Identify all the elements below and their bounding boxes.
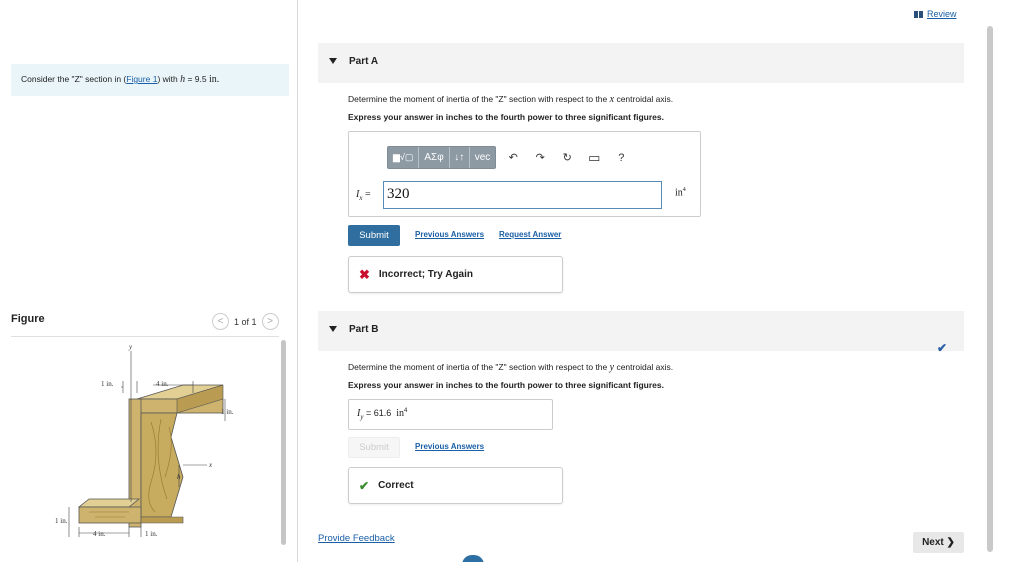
iy-unit-base: in (396, 408, 405, 419)
part-b-previous-answers-link[interactable]: Previous Answers (415, 442, 485, 451)
fig-label-h: h (177, 473, 181, 481)
part-a-question (348, 94, 673, 105)
problem-unit: in. (208, 74, 220, 85)
part-a-axis-var: x (609, 94, 615, 105)
problem-text-prefix: Consider the "Z" section in ( (21, 74, 127, 84)
problem-text-mid: ) with (157, 74, 181, 84)
part-a-feedback-text: Incorrect; Try Again (378, 269, 474, 280)
iy-value: 61.6 (373, 408, 392, 418)
figure-scrollbar[interactable] (281, 340, 286, 545)
correct-check-icon: ✔ (359, 478, 370, 493)
toolbar-group (387, 146, 496, 169)
help-bubble-icon[interactable] (462, 555, 484, 562)
review-icon (914, 11, 923, 18)
part-a-previous-answers-link[interactable]: Previous Answers (415, 230, 485, 239)
figure-next-button[interactable]: > (262, 313, 279, 330)
problem-panel (0, 0, 298, 562)
part-b-question-post: centroidal axis. (614, 362, 674, 372)
fig-label-bottom-width: 4 in. (93, 530, 106, 538)
math-toolbar (387, 146, 631, 169)
part-a-submit-button[interactable]: Submit (348, 225, 400, 246)
part-b-feedback (348, 467, 563, 504)
ix-main: I (356, 188, 360, 200)
part-b-question (348, 362, 673, 373)
iy-eq: = (363, 408, 374, 418)
sort-button[interactable]: ↓↑ (450, 147, 470, 168)
figure-1-link[interactable]: Figure 1 (126, 74, 158, 84)
iy-main: I (357, 408, 361, 419)
part-b-complete-check-icon: ✔ (937, 341, 948, 355)
problem-text-eq: = 9.5 (185, 74, 209, 84)
fig-label-top-left: 1 in. (101, 380, 114, 388)
problem-statement (11, 64, 289, 96)
figure-counter: 1 of 1 (234, 316, 257, 327)
fig-label-right: 1 in. (221, 408, 234, 416)
fig-label-top-width: 4 in. (156, 380, 169, 388)
ix-sub: x (359, 193, 363, 202)
collapse-triangle-icon (329, 326, 337, 332)
part-b-label: Part B (349, 324, 379, 335)
greek-button[interactable]: ΑΣφ (419, 147, 449, 168)
fig-label-bottom-web: 1 in. (145, 530, 158, 538)
fig-label-y: y (129, 343, 133, 351)
keyboard-icon[interactable]: ▭ (588, 149, 601, 165)
part-b-feedback-text: Correct (378, 480, 414, 491)
part-a-header[interactable] (318, 43, 964, 83)
iy-unit-exp: 4 (404, 408, 408, 414)
z-section-drawing (11, 337, 281, 547)
part-b-header[interactable] (318, 311, 964, 351)
part-b-answer-display (348, 399, 553, 430)
provide-feedback-link[interactable]: Provide Feedback (318, 533, 395, 544)
figure-title: Figure (11, 313, 45, 325)
review-label: Review (927, 9, 957, 19)
ix-unit-exp: 4 (682, 187, 686, 193)
page-scrollbar[interactable] (987, 26, 993, 552)
h-variable: h (180, 74, 186, 85)
part-a-label: Part A (349, 56, 379, 67)
part-a-feedback (348, 256, 563, 293)
part-b-axis-var: y (609, 362, 615, 373)
iy-sub: y (360, 412, 364, 421)
part-a-answer-box (348, 131, 701, 217)
equation-row (356, 181, 662, 209)
ix-unit-base: in (675, 187, 683, 199)
help-icon[interactable]: ? (618, 151, 625, 164)
z-section-figure (11, 337, 281, 547)
figure-prev-button[interactable]: < (212, 313, 229, 330)
ix-label (356, 189, 383, 202)
template-button[interactable]: ▆√▢ (388, 147, 419, 168)
fig-label-bottom-left-height: 1 in. (55, 517, 68, 525)
undo-icon[interactable]: ↶ (508, 152, 518, 164)
redo-icon[interactable]: ↷ (535, 152, 545, 164)
ix-answer-input[interactable]: 320 (383, 181, 662, 209)
ix-unit (675, 187, 686, 198)
ix-eq: = (362, 188, 371, 200)
part-b-submit-button: Submit (348, 437, 400, 458)
part-b-question-pre: Determine the moment of inertia of the "Z" section with respect to the (348, 362, 610, 372)
review-link[interactable] (914, 9, 957, 19)
part-a-question-pre: Determine the moment of inertia of the "Z" section with respect to the (348, 94, 610, 104)
part-a-question-post: centroidal axis. (614, 94, 674, 104)
part-a-instruction: Express your answer in inches to the fourth power to three significant figures. (348, 112, 664, 122)
reset-icon[interactable]: ↻ (562, 152, 572, 164)
fig-label-x: x (209, 461, 213, 469)
next-button[interactable]: Next ❯ (913, 532, 964, 553)
incorrect-x-icon: ✖ (359, 266, 370, 282)
part-b-instruction: Express your answer in inches to the fourth power to three significant figures. (348, 380, 664, 390)
figure-pager (212, 313, 279, 330)
vec-button[interactable]: vec (474, 152, 491, 163)
request-answer-link[interactable]: Request Answer (499, 230, 562, 239)
collapse-triangle-icon (329, 58, 337, 64)
